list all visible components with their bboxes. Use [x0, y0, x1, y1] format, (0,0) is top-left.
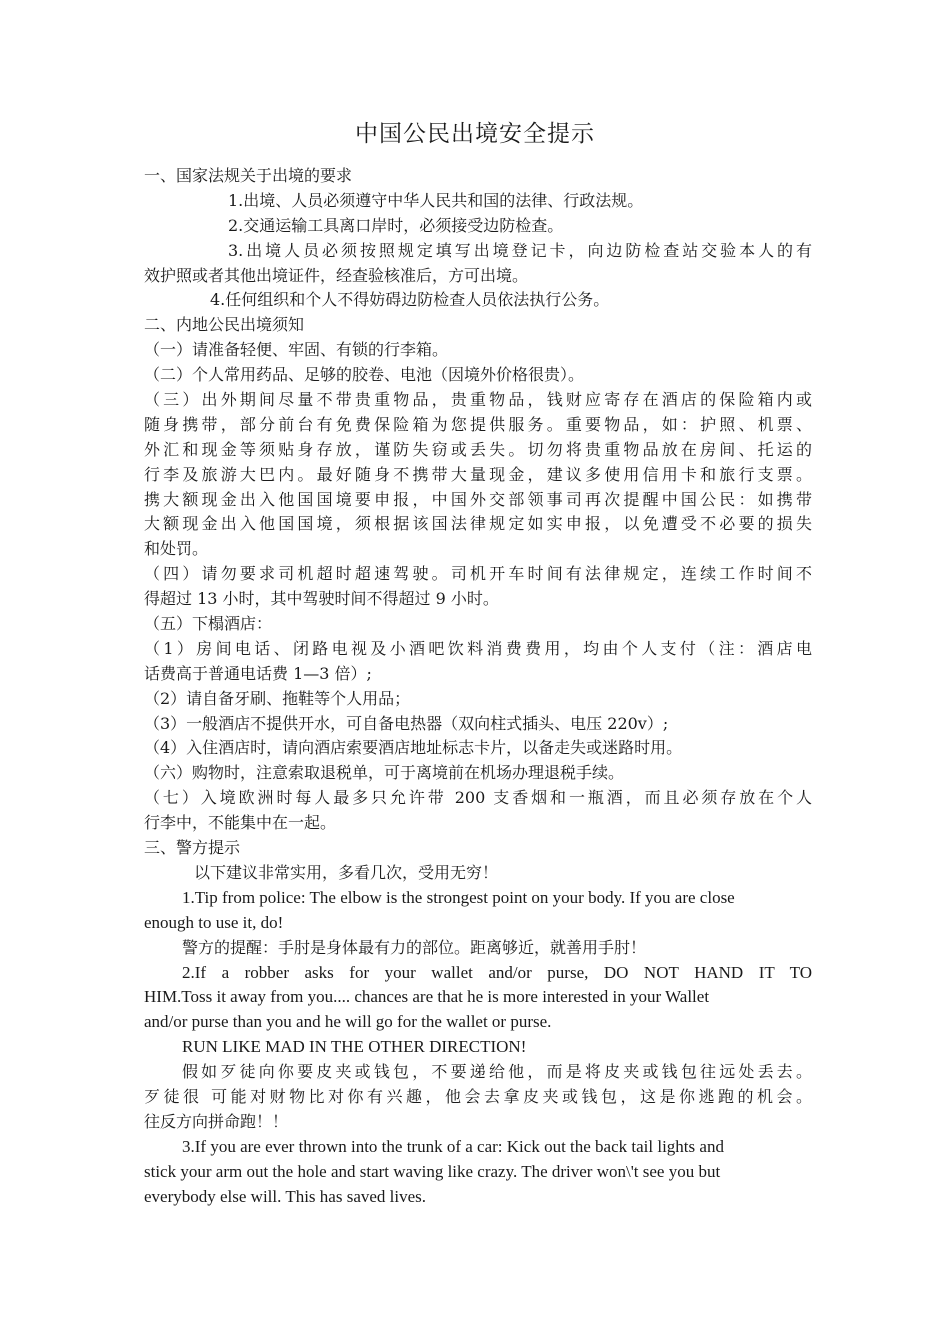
document-body [144, 164, 812, 1209]
paragraph-line: 歹徒很 可能对财物比对你有兴趣，他会去拿皮夹或钱包，这是你逃跑的机会。 [144, 1086, 812, 1106]
paragraph-line: 2.If a robber asks for your wallet and/or purse, DO NOT HAND IT TO [182, 962, 812, 982]
paragraph-line: 1.Tip from police: The elbow is the strongest point on your body. If you are close [182, 887, 735, 907]
paragraph-line: 3.If you are ever thrown into the trunk of a car: Kick out the back tail lights and [182, 1136, 724, 1156]
paragraph-line: 4.任何组织和个人不得妨碍边防检查人员依法执行公务。 [210, 290, 610, 310]
paragraph-line: 假如歹徒向你要皮夹或钱包，不要递给他，而是将皮夹或钱包往远处丢去。 [182, 1062, 812, 1082]
paragraph-line: 3.出境人员必须按照规定填写出境登记卡，向边防检查站交验本人的有 [228, 240, 812, 260]
paragraph-line: 往反方向拼命跑！！ [144, 1111, 289, 1131]
paragraph-line: 1.出境、人员必须遵守中华人民共和国的法律、行政法规。 [228, 190, 644, 210]
paragraph-line: 随身携带，部分前台有免费保险箱为您提供服务。重要物品，如：护照、机票、 [144, 414, 812, 434]
paragraph-line: （3）一般酒店不提供开水，可自备电热器（双向柱式插头、电压 220v）; [144, 713, 669, 733]
paragraph-line: 行李中，不能集中在一起。 [144, 813, 337, 833]
paragraph-line: 得超过 13 小时，其中驾驶时间不得超过 9 小时。 [144, 589, 499, 609]
paragraph-line: 和处罚。 [144, 539, 209, 559]
section-heading: 一、国家法规关于出境的要求 [144, 166, 353, 185]
paragraph-line: （七）入境欧洲时每人最多只允许带 200 支香烟和一瓶酒，而且必须存放在个人 [144, 788, 812, 808]
paragraph-line: （二）个人常用药品、足够的胶卷、电池（因境外价格很贵）。 [144, 365, 585, 385]
document-title: 中国公民出境安全提示 [355, 121, 595, 147]
paragraph-line: 大额现金出入他国国境，须根据该国法律规定如实申报，以免遭受不必要的损失 [144, 514, 812, 534]
paragraph-line: （六）购物时，注意索取退税单，可于离境前在机场办理退税手续。 [144, 763, 625, 783]
paragraph-line: 携大额现金出入他国国境要申报，中国外交部领事司再次提醒中国公民：如携带 [144, 489, 812, 509]
paragraph-line: （四）请勿要求司机超时超速驾驶。司机开车时间有法律规定，连续工作时间不 [144, 564, 812, 584]
paragraph-line: （一）请准备轻便、牢固、有锁的行李箱。 [144, 340, 449, 360]
paragraph-line: （2）请自备牙刷、拖鞋等个人用品； [144, 688, 411, 708]
paragraph-line: 话费高于普通电话费 1—3 倍）; [144, 663, 372, 683]
paragraph-line: （1）房间电话、闭路电视及小酒吧饮料消费费用，均由个人支付（注：酒店电 [144, 638, 812, 658]
paragraph-line: （五）下榻酒店： [144, 614, 273, 634]
paragraph-line: 警方的提醒：手肘是身体最有力的部位。距离够近，就善用手肘！ [182, 937, 647, 957]
paragraph-line: 外汇和现金等须贴身存放，谨防失窃或丢失。切勿将贵重物品放在房间、托运的 [144, 439, 812, 459]
paragraph-line: RUN LIKE MAD IN THE OTHER DIRECTION! [182, 1037, 527, 1057]
section-heading: 三、警方提示 [144, 838, 241, 858]
paragraph-line: （三）出外期间尽量不带贵重物品，贵重物品，钱财应寄存在酒店的保险箱内或 [144, 390, 812, 410]
paragraph-line: HIM.Toss it away from you.... chances are that he is more interested in your Wallet [144, 987, 710, 1007]
paragraph-line: and/or purse than you and he will go for the wallet or purse. [144, 1012, 552, 1032]
section-heading: 二、内地公民出境须知 [144, 315, 305, 335]
paragraph-line: 效护照或者其他出境证件，经查验核准后，方可出境。 [144, 265, 529, 285]
paragraph-line: 2.交通运输工具离口岸时，必须接受边防检查。 [228, 215, 564, 235]
paragraph-line: （4）入住酒店时，请向酒店索要酒店地址标志卡片，以备走失或迷路时用。 [144, 738, 683, 758]
paragraph-line: 以下建议非常实用，多看几次，受用无穷！ [194, 862, 499, 882]
paragraph-line: enough to use it, do! [144, 912, 284, 932]
paragraph-line: 行李及旅游大巴内。最好随身不携带大量现金，建议多使用信用卡和旅行支票。 [144, 464, 812, 484]
paragraph-line: everybody else will. This has saved lives. [144, 1186, 427, 1206]
paragraph-line: stick your arm out the hole and start waving like crazy. The driver won\'t see you but [144, 1161, 721, 1181]
